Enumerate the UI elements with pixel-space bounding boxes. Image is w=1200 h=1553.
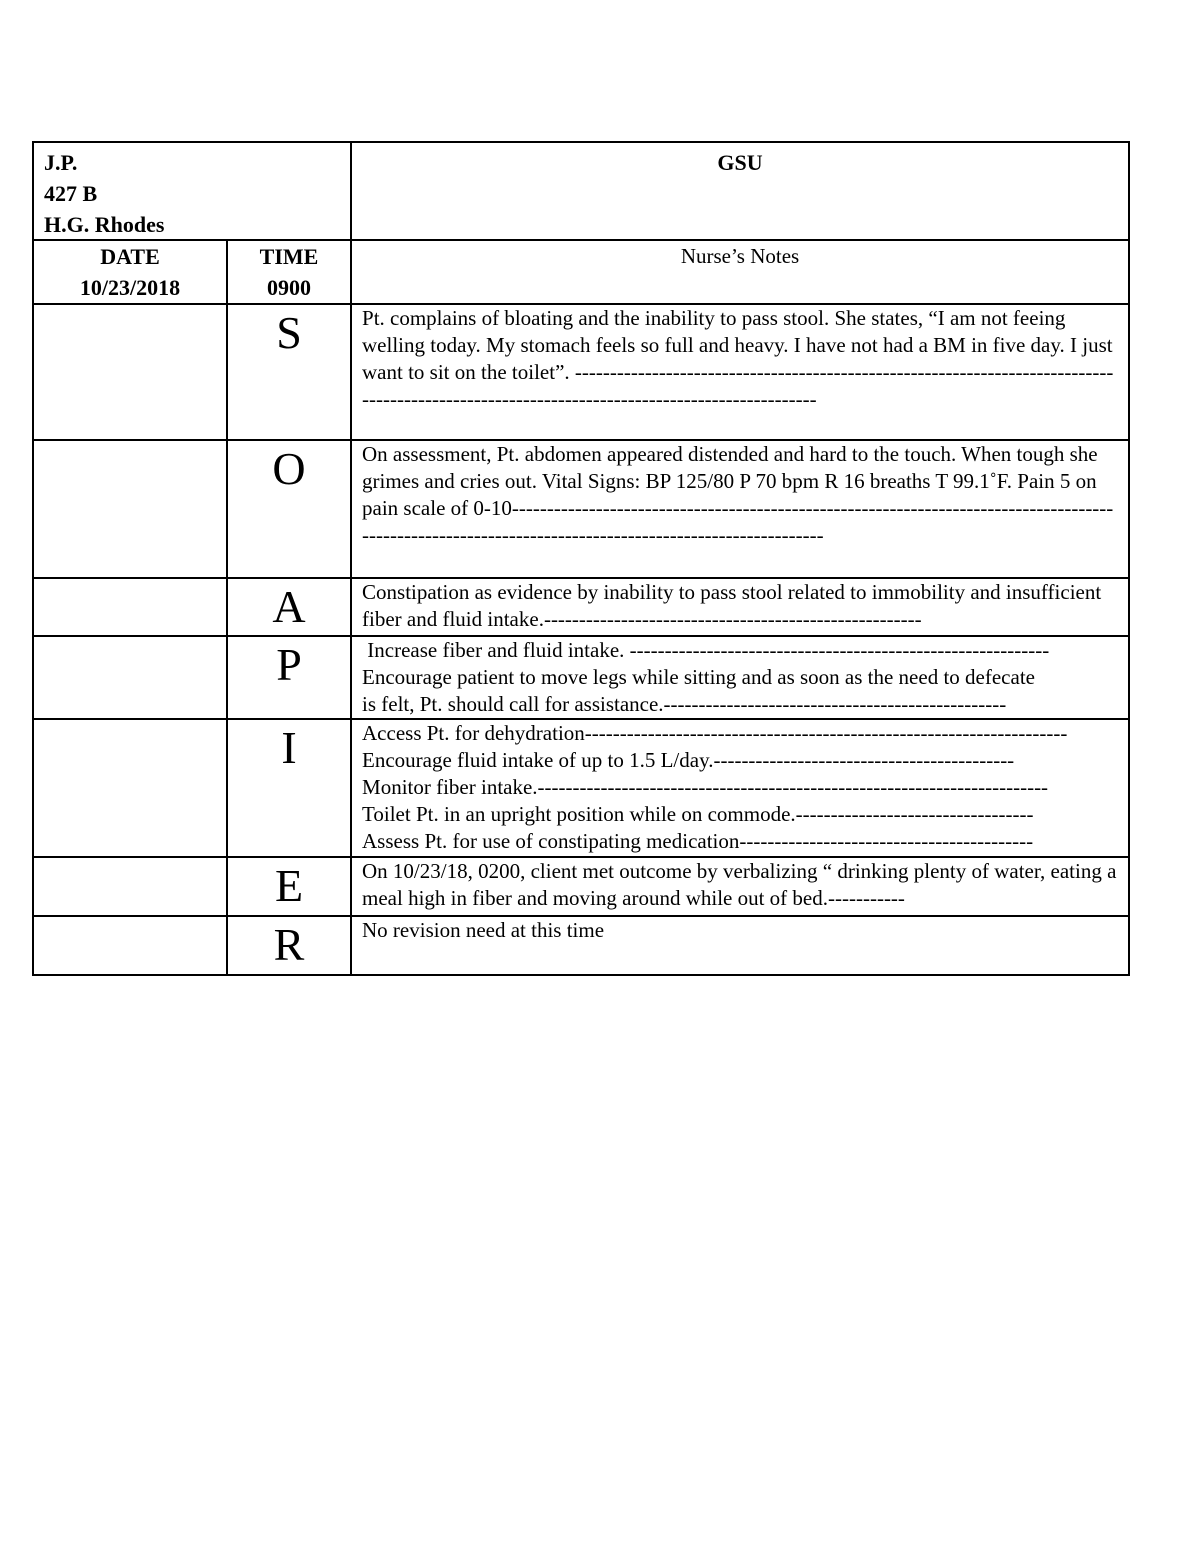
date-label: DATE — [100, 244, 160, 269]
plan-line: Encourage patient to move legs while sitting and as soon as the need to defecate — [362, 665, 1035, 689]
letter-e: E — [274, 860, 304, 911]
room-number: 427 B — [44, 181, 98, 206]
revision-text: No revision need at this time — [362, 918, 605, 942]
row-letter-cell — [227, 440, 351, 578]
letter-o: O — [272, 443, 306, 494]
plan-line: Increase fiber and fluid intake. ------------------------------------------------------------ — [362, 638, 1050, 662]
row-date-cell — [33, 719, 227, 857]
patient-initials: J.P. — [44, 150, 78, 175]
plan-line: is felt, Pt. should call for assistance.------------------------------------------------- — [362, 692, 1007, 716]
row-date-cell — [33, 304, 227, 440]
patient-info-cell — [33, 142, 351, 240]
notes-label: Nurse’s Notes — [680, 244, 800, 268]
row-note-cell — [351, 916, 1129, 975]
soapier-row-i — [33, 719, 1129, 857]
time-label: TIME — [259, 244, 319, 269]
letter-p: P — [276, 639, 302, 690]
column-header-row — [33, 240, 1129, 304]
soapier-row-p — [33, 636, 1129, 719]
row-date-cell — [33, 440, 227, 578]
intervention-line: Encourage fluid intake of up to 1.5 L/day.------------------------------------------- — [362, 748, 1015, 772]
row-note-cell — [351, 578, 1129, 636]
date-header-cell — [33, 240, 227, 304]
row-date-cell — [33, 578, 227, 636]
unit-cell — [351, 142, 1129, 240]
instructor-name: H.G. Rhodes — [44, 212, 165, 237]
notes-header-cell — [351, 240, 1129, 304]
row-note-cell — [351, 304, 1129, 440]
row-letter-cell — [227, 636, 351, 719]
row-date-cell — [33, 857, 227, 916]
evaluation-text: On 10/23/18, 0200, client met outcome by verbalizing “ drinking plenty of water, eating a meal high in fiber and moving around while out of bed.----------- — [362, 859, 1117, 910]
row-note-cell — [351, 857, 1129, 916]
soapier-row-r — [33, 916, 1129, 975]
row-letter-cell — [227, 719, 351, 857]
letter-a: A — [272, 581, 306, 632]
assessment-text: Constipation as evidence by inability to pass stool related to immobility and insufficient fiber and fluid intake.------------------------------------------------------ — [362, 580, 1102, 631]
objective-text: On assessment, Pt. abdomen appeared distended and hard to the touch. When tough she grimes and cries out. Vital Signs: BP 125/80 P 70 bpm R 16 breaths T 99.1˚F. Pain 5 on pain scale of 0-10-------------------------------------------------------------------------------------------------------------------------------------------------------- — [362, 442, 1114, 547]
row-note-cell — [351, 636, 1129, 719]
row-note-cell — [351, 440, 1129, 578]
soapier-row-a — [33, 578, 1129, 636]
row-letter-cell — [227, 304, 351, 440]
soapier-row-s — [33, 304, 1129, 440]
soapier-row-e — [33, 857, 1129, 916]
row-note-cell — [351, 719, 1129, 857]
time-value: 0900 — [267, 275, 311, 300]
unit-name: GSU — [717, 150, 763, 175]
row-date-cell — [33, 636, 227, 719]
intervention-line: Toilet Pt. in an upright position while on commode.---------------------------------- — [362, 802, 1034, 826]
soapier-row-o — [33, 440, 1129, 578]
patient-header-row — [33, 142, 1129, 240]
intervention-line: Access Pt. for dehydration--------------------------------------------------------------------- — [362, 721, 1068, 745]
soapier-note-table — [32, 141, 1130, 976]
time-header-cell — [227, 240, 351, 304]
row-letter-cell — [227, 857, 351, 916]
subjective-text: Pt. complains of bloating and the inability to pass stool. She states, “I am not feeing welling today. My stomach feels so full and heavy. I have not had a BM in five day. I just want to sit on the toilet”. ---------------------------------------------------------------------------------------------------------------------------------------------- — [362, 306, 1114, 411]
letter-r: R — [273, 919, 305, 970]
intervention-line: Assess Pt. for use of constipating medication------------------------------------------ — [362, 829, 1034, 853]
letter-s: S — [276, 307, 302, 358]
date-value: 10/23/2018 — [79, 275, 181, 300]
letter-i: I — [281, 722, 297, 773]
row-date-cell — [33, 916, 227, 975]
row-letter-cell — [227, 578, 351, 636]
intervention-line: Monitor fiber intake.------------------------------------------------------------------------- — [362, 775, 1049, 799]
row-letter-cell — [227, 916, 351, 975]
